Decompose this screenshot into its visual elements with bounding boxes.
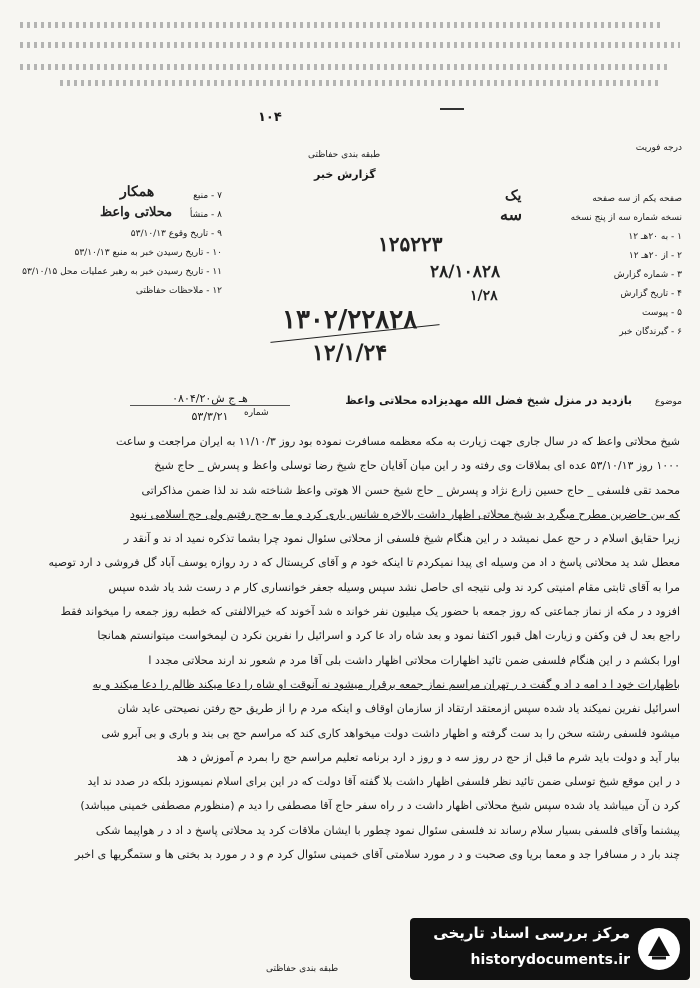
subject-text: بازدید در منزل شیخ فضل الله مهدیزاده محلاتی واعظ [345,394,632,407]
hand-copy-num: سه [500,205,522,224]
body-line: ببار آید و دولت باید شرم ما قبل از حج در روز سه د و روز د ارد برنامه تعلیم مراسم حج را بمرد م آموزش د هد [176,750,680,764]
hand-big-number: ۱۳۰۲/۲۲۸۲۸ [282,305,418,335]
body-line: د ر این موقع شیخ توسلی ضمن تائید نظر فلسفی اظهار داشت بلا گفته آقا دولت که در این برای اسلام نمیسوزد بلکه در صدد ند اید [87,775,680,789]
serial-mark: ۱۰۴ [258,110,282,125]
body-line: ۱۰۰۰ روز ۵۳/۱۰/۱۳ عده ای بملاقات وی رفته ود ر این میان آقایان حاج شیخ رضا توسلی واعظ و پسرش _ حاج شیخ [154,459,680,473]
body-line: راجع بعد ل فن وکفن و زیارت اهل قبور اکتفا نمود و بعد شاه راد عا کرد و اسرائیل را نفرین نکرد ن لیمخواست میتوانستم همانجا [97,629,680,643]
subject-label: موضوع [654,397,682,407]
hand-big-date: ۱۲/۱/۲۴ [312,340,388,366]
footer-classification: طبقه بندی حفاظتی [266,964,339,974]
urgency-label: درجه فوریت [635,143,682,153]
body-line: کرد ن آن میباشد یاد شده سپس شیخ محلاتی اظهار داشت د ر راه سفر حاج آقا مصطفی را دید م (منظورم مصطفی خمینی میباشد) [80,799,680,813]
report-type: گزارش خبر [314,168,376,181]
field-report-date: ۴ - تاریخ گزارش [620,289,682,299]
body-line: چند بار د ر مسافرا جد و معما بریا وی صحبت و د ر مورد سلامتی آقای خمینی سئوال کرد م و د ر مورد بد بختی ها و ستمگریها ی اخبر [74,848,680,862]
field-occurrence-date: ۹ - تاریخ وقوع ۵۳/۱۰/۱۳ [130,229,222,239]
hand-source: همکار [120,184,155,200]
field-recipients: ۶ - گیرندگان خبر [619,327,682,337]
logo-text-en: historydocuments.ir [470,952,630,968]
body-line: مرا به آقای ثابتی مقام امنیتی کرد ند ولی نتیجه ای حاصل نشد سپس وسیله جعفر خوانساری کار م د رست شد یاد شده سپس [108,580,680,594]
body-line: میشود فلسفی رشته سخن را بد ست گرفته و اظهار داشت دولت میخواهد کاری کند که مراسم حج بی بند و باری و بی آبرو شی [101,726,680,740]
left-box-line2: ۵۳/۳/۲۱ [191,410,229,423]
left-box-label: شماره [244,408,269,418]
body-line: معطل شد ید محلاتی پاسخ د اد من وسیله ای پیدا نمیکردم تا اینکه خود م و آقای کریستال که د رد روازه یوسف آباد گل فروشی د ارد توصیه [48,556,680,570]
body-line: که بین حاضرین مطرح میگرد ید شیخ محلاتی اظهار داشت بالاخره شانس یاری کرد و ما به حج رفتیم ولی حج اسلامی نبود [130,507,680,521]
mark-line [440,108,464,120]
number-stamp: ۲۸/۱۰۸۲۸ [430,262,501,282]
body-line: اسرائیل نفرین نمیکند یاد شده سپس ازمعتقد ارتقاد از سازمان اوقاف و اینکه مرد م را از طریق حج رفتن نصیحتی عاید شان [117,702,680,716]
logo-emblem-icon [636,926,682,972]
body-line: افزود د ر مکه از نماز جماعتی که روز جمعه با حضور یک میلیون نفر خواند ه شد آخوند که خیرالالفتی که خطبه روز جمعه را میخواند فقط [60,605,680,619]
field-page: صفحه یکم از سه صفحه [592,194,682,204]
field-report-number: ۳ - شماره گزارش [613,270,682,280]
body-line: پیشنما وآقای فلسفی بسیار سلام رساند ند فلسفی سئوال نمود چطور با ایشان ملاقات کرد ید محلاتی پاسخ د اد د ر هواپیما شکی [95,823,680,837]
classification-top: طبقه بندی حفاظتی [308,150,381,160]
report-body [22,430,680,867]
body-line: زیرا حقایق اسلام د ر حج عمل نمیشد د ر این هنگام شیخ فلسفی از محلاتی سئوال نمود چرا بشما تذکره نمید اد ند و آنقد ر [123,532,680,546]
field-from: ۲ - از ۲۰هـ ۱۲ [628,251,682,261]
field-received-leader: ۱۱ - تاریخ رسیدن خبر به رهبر عملیات محل ۵۳/۱۰/۱۵ [22,267,222,277]
body-line: اورا بکشم د ر این هنگام فلسفی ضمن تائید اظهارات محلاتی اظهار داشت بلی آقا مرد م شعور ند ارند محلاتی مجدد ا [148,653,680,667]
field-security-notes: ۱۲ - ملاحظات حفاظتی [135,286,222,296]
hand-report-num: ۱۲۵۲۲۳ [378,232,443,256]
field-attachment: ۵ - پیوست [641,308,682,318]
field-to: ۱ - به ۲۰هـ ۱۲ [628,232,682,242]
hand-origin: محلاتی واعظ [100,205,173,220]
field-received-source: ۱۰ - تاریخ رسیدن خبر به منبع ۵۳/۱۰/۱۳ [74,248,222,258]
header-noise [0,0,700,110]
body-line: محمد تقی فلسفی _ حاج حسین زارع نژاد و پسرش _ حاج شیخ حسن الا هوتی واعظ شناخته شد ند لذا ضمن مذاکراتی [141,483,680,497]
hand-report-date: ۱/۲۸ [470,288,498,304]
field-source: ۷ - منبع [193,191,222,201]
body-line: باظهارات خود ا د امه د اد و گفت د ر تهران مراسم نماز جمعه برقرار میشود نه آنوقت او شاه را دعا میکند ظالم را دعا میکند و به [92,677,680,691]
archive-logo [410,918,690,980]
field-copy: نسخه شماره سه از پنج نسخه [570,213,682,223]
left-box-line1: ۰۸۰۴/۲۰هـ ج ش [130,392,290,406]
hand-page-one: یک [505,188,522,204]
body-line: شیخ محلاتی واعظ که در سال جاری جهت زیارت به مکه معظمه مسافرت نموده بود روز ۱۱/۱۰/۳ به ایران مراجعت و ساعت [115,435,680,448]
field-origin: ۸ - منشأ [189,210,222,220]
logo-text-fa: مرکز بررسی اسناد تاریخی [433,924,630,942]
